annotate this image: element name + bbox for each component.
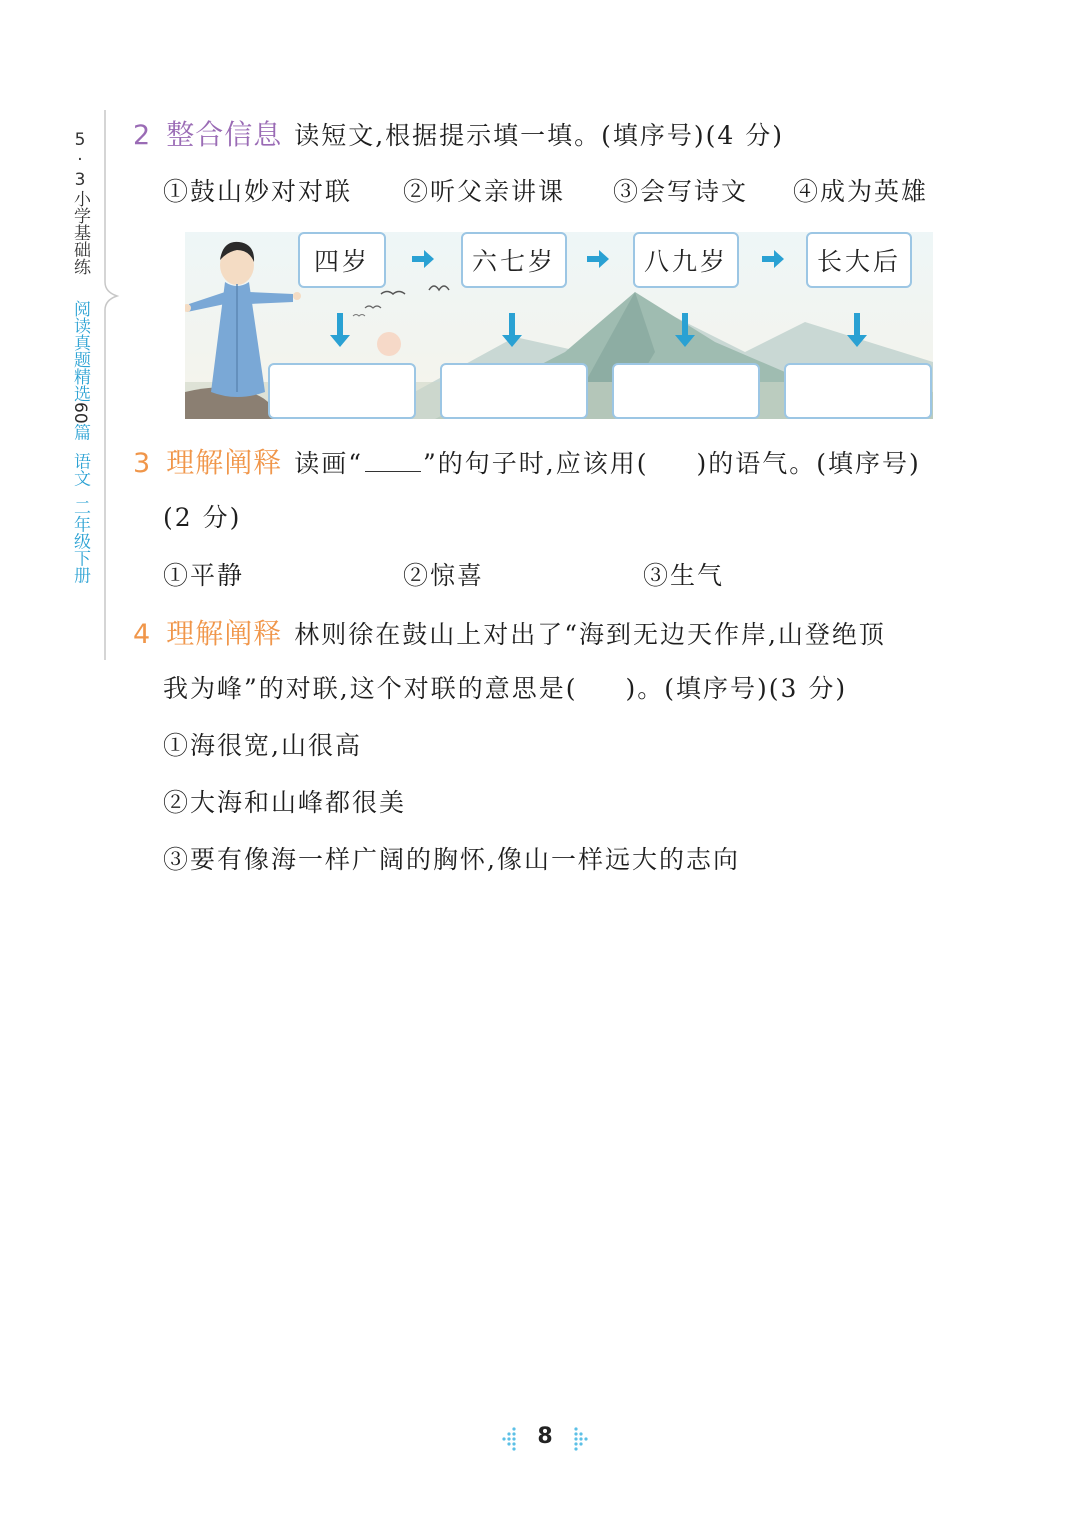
book-title-part2: 篇 [70, 423, 90, 441]
arrow-right-icon [412, 250, 434, 268]
question-prompt-a: 读画“ [294, 449, 363, 478]
answer-box-4[interactable] [784, 363, 932, 419]
q2-option-2: ②听父亲讲课 [403, 177, 566, 206]
answer-box-1[interactable] [268, 363, 416, 419]
question-prompt: 林则徐在鼓山上对出了“海到无边天作岸,山登绝顶 [294, 620, 886, 649]
question-prompt-b: ”的句子时,应该用( [422, 449, 649, 478]
question-4-line-2 [163, 669, 847, 705]
question-number: 2 [133, 120, 153, 151]
arrow-down-icon [847, 313, 867, 347]
stage-box-age-6-7: 六七岁 [461, 232, 567, 288]
question-2-heading [133, 113, 784, 153]
underline-blank [365, 451, 421, 472]
q3-option-3: ③生气 [643, 561, 725, 590]
question-tag: 理解阐释 [166, 446, 283, 479]
grade-label: 二年级下册 [70, 498, 90, 584]
subject-label: 语文 [70, 452, 90, 487]
page-number: 8 [537, 1424, 553, 1449]
question-prompt-c: )的语气。(填序号) [696, 449, 921, 478]
q4-option-2: ②大海和山峰都很美 [163, 788, 407, 817]
question-number: 4 [133, 619, 153, 650]
q2-option-1: ①鼓山妙对对联 [163, 177, 353, 206]
arrow-right-icon [587, 250, 609, 268]
answer-box-3[interactable] [612, 363, 760, 419]
book-count: 60 [70, 402, 90, 424]
arrow-down-icon [330, 313, 350, 347]
stage-box-age-8-9: 八九岁 [633, 232, 739, 288]
question-prompt-b: )。(填序号)(3 分) [625, 674, 848, 703]
q3-option-1: ①平静 [163, 561, 245, 590]
question-tag: 整合信息 [166, 118, 283, 151]
question-tag: 理解阐释 [166, 617, 283, 650]
side-bracket [103, 110, 121, 660]
question-prompt: 读短文,根据提示填一填。(填序号)(4 分) [294, 121, 785, 150]
stage-box-age-4: 四岁 [298, 232, 386, 288]
q4-option-1: ①海很宽,山很高 [163, 731, 362, 760]
book-title [66, 300, 94, 584]
book-title-part1: 阅读真题精选 [70, 300, 90, 402]
question-prompt-a: 我为峰”的对联,这个对联的意思是( [163, 674, 578, 703]
question-3-heading [133, 441, 921, 481]
arrow-right-icon [762, 250, 784, 268]
series-title: 5·3小学基础练 [70, 130, 90, 275]
question-number: 3 [133, 448, 153, 479]
stage-box-grown-up: 长大后 [806, 232, 912, 288]
answer-box-2[interactable] [440, 363, 588, 419]
question-4-heading [133, 612, 886, 652]
question-3-score: (2 分) [163, 503, 242, 532]
q3-option-2: ②惊喜 [403, 561, 485, 590]
q2-option-4: ④成为英雄 [793, 177, 929, 206]
q2-option-3: ③会写诗文 [613, 177, 749, 206]
q4-option-3: ③要有像海一样广阔的胸怀,像山一样远大的志向 [163, 845, 740, 874]
arrow-down-icon [675, 313, 695, 347]
arrow-down-icon [502, 313, 522, 347]
